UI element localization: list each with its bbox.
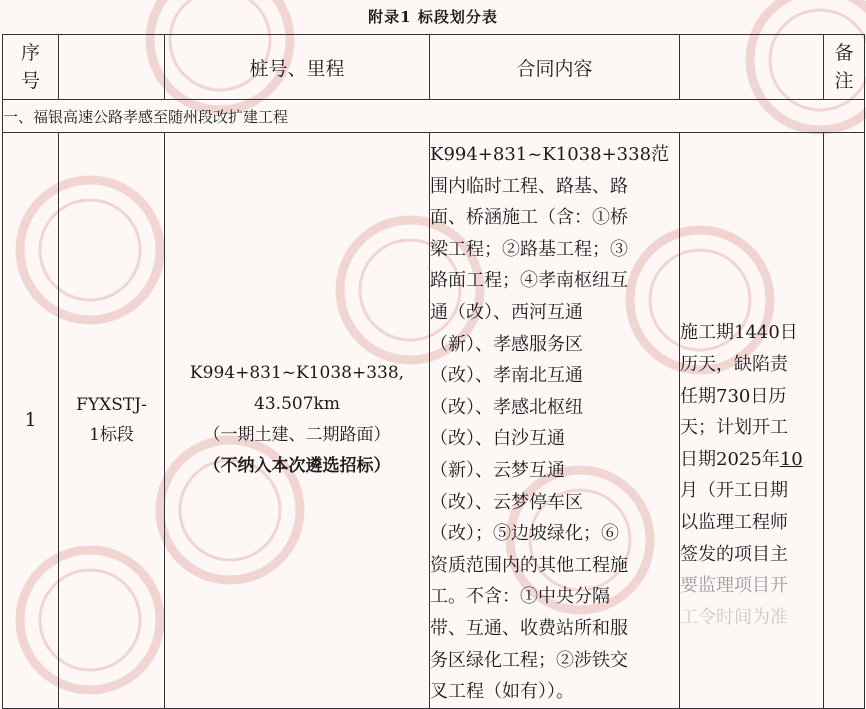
content-line: （改）、孝感北枢纽 [430, 396, 583, 418]
term-line-3: 任期730日历 [680, 385, 787, 407]
content-line: 面、桥涵施工（含：①桥 [430, 207, 628, 229]
pile-line-1: K994+831~K1038+338, [189, 363, 405, 384]
content-line: 叉工程（如有））。 [430, 681, 574, 703]
pile-line-2: 43.507km [254, 394, 340, 415]
header-term [680, 35, 824, 100]
content-lines [430, 133, 679, 708]
term-line-5: 日期2025年10 [680, 448, 803, 470]
table-row [3, 133, 865, 709]
pile-line-3: （一期土建、二期路面） [203, 425, 391, 446]
row-term [680, 133, 824, 709]
code-line-2: 1标段 [89, 425, 134, 446]
term-line-8: 签发的项目主 [680, 543, 788, 565]
content-line: （改）、白沙互通 [430, 428, 565, 450]
term-line-9: 要监理项目开 [680, 575, 788, 597]
content-line: 带、互通、收费站所和服 [430, 617, 628, 639]
content-line: （改）；⑤边坡绿化；⑥ [430, 523, 619, 545]
code-line-1: FYXSTJ- [76, 395, 147, 416]
header-note: 备 注 [824, 35, 865, 100]
section-table [2, 34, 865, 709]
header-pile-mileage: 桩号、里程 [165, 35, 430, 100]
term-line-1: 施工期1440日 [680, 322, 798, 344]
row-contract-content [430, 133, 680, 709]
pile-line-4: （不纳入本次遴选招标） [203, 456, 391, 477]
content-line: （新）、云梦互通 [430, 459, 565, 481]
term-line-4: 天；计划开工 [680, 417, 788, 439]
row-note [824, 133, 865, 709]
term-line-7: 以监理工程师 [680, 511, 788, 533]
content-line: K994+831~K1038+338范 [430, 144, 670, 165]
header-code [59, 35, 165, 100]
row-section-code [59, 133, 165, 709]
content-line: 路面工程；④孝南枢纽互 [430, 270, 628, 292]
content-line: 务区绿化工程；②涉铁交 [430, 649, 628, 671]
content-line: 工。不含：①中央分隔 [430, 586, 610, 608]
header-seq: 序 号 [3, 35, 59, 100]
content-line: 梁工程；②路基工程；③ [430, 238, 628, 260]
content-line: 通（改）、西河互通 [430, 301, 583, 323]
table-header-row [3, 35, 865, 100]
section-title: 一、福银高速公路孝感至随州段改扩建工程 [3, 100, 865, 133]
content-line: 围内临时工程、路基、路 [430, 175, 628, 197]
document-title: 附录1 标段划分表 [368, 8, 498, 26]
term-line-10: 工令时间为准 [680, 606, 788, 628]
content-line: 资质范围内的其他工程施 [430, 554, 628, 576]
content-line: （改）、孝南北互通 [430, 365, 583, 387]
content-line: （新）、孝感服务区 [430, 333, 583, 355]
term-line-2: 历天，缺陷责 [680, 353, 788, 375]
term-line-6: 月（开工日期 [680, 480, 788, 502]
header-contract-content: 合同内容 [430, 35, 680, 100]
content-line: （改）、云梦停车区 [430, 491, 583, 513]
row-pile-mileage [165, 133, 430, 709]
section-row [3, 100, 865, 133]
row-seq: 1 [3, 133, 59, 709]
